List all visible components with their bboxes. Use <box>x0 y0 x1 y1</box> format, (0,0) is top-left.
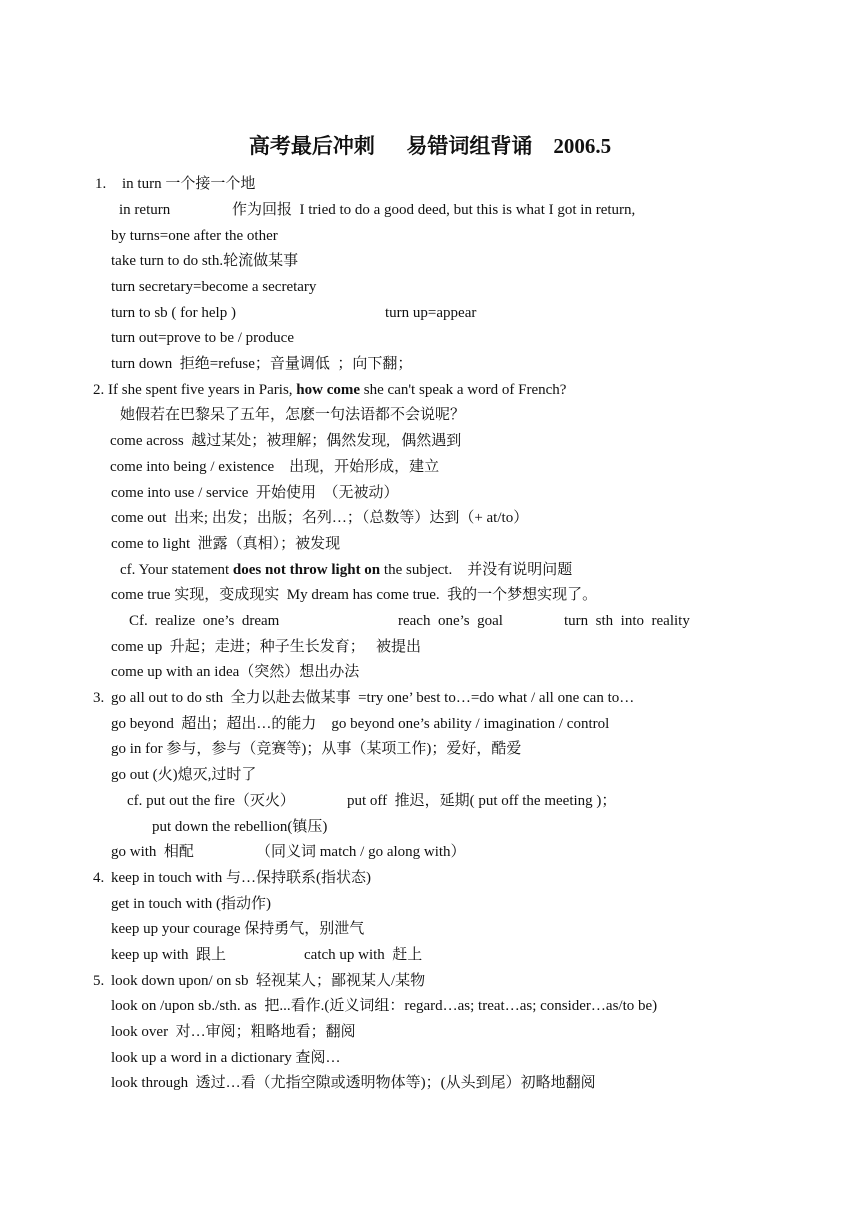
line-look-over: look over 对…审阅；粗略地看；翻阅 <box>111 1024 356 1040</box>
line-come-into-use: come into use / service 开始使用 （无被动） <box>111 485 399 501</box>
line-keep-in-touch: keep in touch with 与…保持联系(指状态) <box>111 870 371 886</box>
page-title: 高考最后冲刺 易错词组背诵 2006.5 <box>248 134 612 158</box>
line-turn-up: turn up=appear <box>385 305 477 321</box>
throw-light-post: the subject. 并没有说明问题 <box>380 562 573 578</box>
line-come-up: come up 升起；走进；种子生长发育； 被提出 <box>111 639 421 655</box>
line-turn-out: turn out=prove to be / produce <box>111 330 294 346</box>
line-come-out: come out 出来; 出发；出版；名列…；（总数等）达到（+ at/to） <box>111 510 529 526</box>
line-come-into-being: come into being / existence 出现，开始形成，建立 <box>110 459 440 475</box>
line-go-with-synonym: （同义词 match / go along with） <box>256 844 466 860</box>
section-1-number: 1. <box>95 176 107 192</box>
section-4-number: 4. <box>93 870 105 886</box>
section-5-number: 5. <box>93 973 105 989</box>
line-come-true: come true 实现，变成现实 My dream has come true. 我的一个梦想实现了。 <box>111 587 598 603</box>
line-get-in-touch: get in touch with (指动作) <box>111 896 271 912</box>
line-go-all-out: go all out to do sth 全力以赴去做某事 =try one’ best to…=do what / all one can to… <box>111 690 635 706</box>
line-keep-up-with: keep up with 跟上 <box>111 947 226 963</box>
line-cf-turn-into: turn sth into reality <box>564 613 690 629</box>
line-go-out: go out (火)熄灭,过时了 <box>111 767 257 783</box>
how-come-post: she can't speak a word of French? <box>360 382 567 398</box>
line-turn-down: turn down 拒绝=refuse；音量调低 ；向下翻； <box>111 356 413 372</box>
section-2-line-how-come <box>93 380 566 400</box>
line-go-in-for: go in for 参与，参与（竞赛等)；从事（某项工作)；爱好，酷爱 <box>111 741 522 757</box>
line-turn-secretary: turn secretary=become a secretary <box>111 279 317 295</box>
line-look-through: look through 透过…看（尤指空隙或透明物体等)；(从头到尾）初略地翻阅 <box>111 1075 596 1091</box>
section-2-number: 2. <box>93 382 105 398</box>
line-throw-light <box>120 560 572 580</box>
line-put-out: cf. put out the fire（灭火） <box>127 793 295 809</box>
throw-light-pre: cf. Your statement <box>120 562 233 578</box>
line-look-on-as: look on /upon sb./sth. as 把...看作.(近义词组：regard…as; treat…as; consider…as/to be) <box>111 998 658 1014</box>
how-come-pre: If she spent five years in Paris, <box>108 382 297 398</box>
line-keep-up-courage: keep up your courage 保持勇气，别泄气 <box>111 921 365 937</box>
line-take-turn: take turn to do sth.轮流做某事 <box>111 253 299 269</box>
line-look-down-upon: look down upon/ on sb 轻视某人；鄙视某人/某物 <box>111 973 426 989</box>
throw-light-bold: does not throw light on <box>232 562 381 578</box>
line-in-return-term: in return <box>119 202 171 218</box>
line-turn-to: turn to sb ( for help ) <box>111 305 236 321</box>
line-look-up-word: look up a word in a dictionary 查阅… <box>111 1050 341 1066</box>
line-come-across: come across 越过某处；被理解；偶然发现, 偶然遇到 <box>110 433 462 449</box>
line-in-turn: in turn 一个接一个地 <box>122 176 256 192</box>
line-put-off: put off 推迟，延期( put off the meeting )； <box>347 793 617 809</box>
line-how-come-translation: 她假若在巴黎呆了五年，怎麽一句法语都不会说呢？ <box>120 407 466 423</box>
how-come-bold: how come <box>296 382 361 398</box>
line-cf-realize: Cf. realize one’s dream <box>129 613 280 629</box>
line-put-down: put down the rebellion(镇压) <box>152 819 328 835</box>
line-cf-reach: reach one’s goal <box>398 613 503 629</box>
section-3-number: 3. <box>93 690 105 706</box>
line-come-up-with: come up with an idea（突然）想出办法 <box>111 664 360 680</box>
line-go-beyond: go beyond 超出；超出…的能力 go beyond one’s ability / imagination / control <box>111 716 610 732</box>
line-in-return-def: 作为回报 I tried to do a good deed, but this is what I got in return, <box>232 202 636 218</box>
line-by-turns: by turns=one after the other <box>111 228 278 244</box>
line-catch-up-with: catch up with 赶上 <box>304 947 423 963</box>
line-go-with: go with 相配 <box>111 844 194 860</box>
line-come-to-light: come to light 泄露（真相）；被发现 <box>111 536 341 552</box>
